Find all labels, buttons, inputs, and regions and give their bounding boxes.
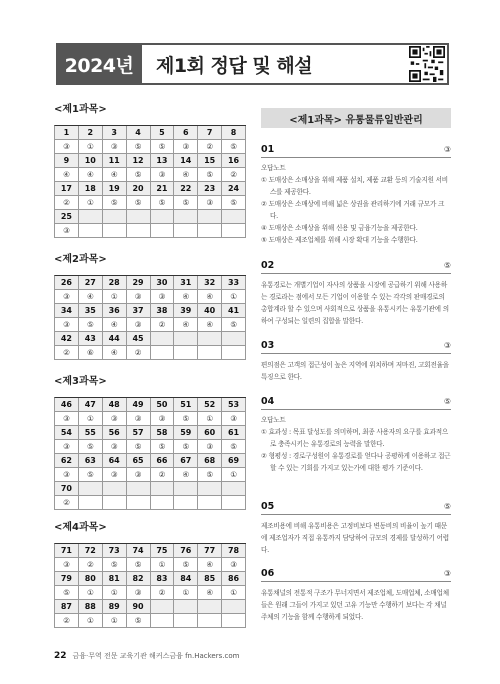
question-number-cell: 72: [79, 544, 103, 558]
answer-cell: [198, 614, 222, 628]
question-number-cell: [174, 482, 198, 496]
question-number-cell: 56: [103, 426, 127, 440]
question-number-cell: 47: [79, 398, 103, 412]
answer-cell: [222, 496, 246, 510]
answer-cell: ⑤: [55, 586, 79, 600]
answer-cell: ③: [55, 290, 79, 304]
answer-cell: ③: [103, 440, 127, 454]
question-number-cell: 48: [103, 398, 127, 412]
answer-cell: ③: [55, 412, 79, 426]
explanation-line: ④ 도매상은 소매상을 위해 신용 및 금융기능을 제공한다.: [261, 224, 418, 232]
question-number-cell: 3: [103, 126, 127, 140]
question-number-cell: 87: [55, 600, 79, 614]
question-number-cell: [174, 332, 198, 346]
question-number-cell: 21: [151, 182, 175, 196]
question-number-cell: 23: [198, 182, 222, 196]
answer-cell: ①: [222, 290, 246, 304]
answer-cell: ⑤: [174, 412, 198, 426]
question-number-cell: 74: [127, 544, 151, 558]
question-number-cell: 58: [151, 426, 175, 440]
answer-cell: ⑤: [198, 168, 222, 182]
note-label: 오답노트: [261, 164, 286, 172]
question-number-cell: 85: [198, 572, 222, 586]
question-header: [261, 340, 451, 354]
question-number-cell: [127, 210, 151, 224]
answer-cell: ⑥: [79, 346, 103, 360]
answer-cell: ③: [127, 290, 151, 304]
answer-mark: ③: [443, 341, 451, 350]
answer-cell: [79, 496, 103, 510]
answer-cell: ③: [151, 168, 175, 182]
answer-cell: [79, 224, 103, 238]
question-number-cell: [151, 210, 175, 224]
question-number-cell: 9: [55, 154, 79, 168]
question-number-cell: 40: [198, 304, 222, 318]
answer-cell: [174, 496, 198, 510]
answer-cell: [127, 224, 151, 238]
answer-cell: ②: [127, 346, 151, 360]
question-number-cell: [103, 210, 127, 224]
question-number-cell: 75: [151, 544, 175, 558]
subject-block: [54, 103, 246, 238]
question-number-cell: 43: [79, 332, 103, 346]
answer-cell: ①: [79, 412, 103, 426]
question-number: 01: [261, 144, 275, 155]
answer-cell: ③: [222, 558, 246, 572]
question-number-cell: [79, 482, 103, 496]
answer-cell: ①: [174, 586, 198, 600]
answer-cell: [151, 346, 175, 360]
answer-cell: ③: [103, 468, 127, 482]
answer-cell: [151, 224, 175, 238]
question-number-cell: [198, 210, 222, 224]
question-number-cell: 79: [55, 572, 79, 586]
answer-cell: ④: [174, 318, 198, 332]
answer-cell: ③: [127, 318, 151, 332]
question-number-cell: 17: [55, 182, 79, 196]
answer-cell: ⑤: [222, 318, 246, 332]
question-number-cell: 13: [151, 154, 175, 168]
answer-cell: [198, 224, 222, 238]
answer-cell: ③: [198, 440, 222, 454]
answer-cell: ⑤: [127, 140, 151, 154]
answer-cell: ⑤: [174, 440, 198, 454]
question-number-cell: 84: [174, 572, 198, 586]
question-number-cell: 2: [79, 126, 103, 140]
explanation-column: [261, 108, 451, 621]
question-number-cell: [151, 482, 175, 496]
page-title: 제1회 정답 및 해설: [142, 43, 449, 85]
answer-cell: ⑤: [127, 558, 151, 572]
question-header: [261, 144, 451, 158]
answer-cell: ②: [198, 140, 222, 154]
explanation-line: ⑤ 도매상은 제조업체를 위해 시장 확대 기능을 수행한다.: [261, 236, 418, 244]
subject-title-bar: <제1과목> 유통물류일반관리: [261, 108, 451, 128]
question-header: [261, 568, 451, 582]
question-number-cell: 38: [151, 304, 175, 318]
question-number-cell: 22: [174, 182, 198, 196]
question-number-cell: 78: [222, 544, 246, 558]
answer-cell: ①: [79, 614, 103, 628]
answer-cell: [174, 614, 198, 628]
answer-cell: [127, 496, 151, 510]
answer-cell: ④: [198, 318, 222, 332]
question-body: 편의점은 고객의 접근성이 높은 지역에 위치하며 저마진, 고회전율을 특징으로 한다.: [261, 361, 449, 381]
answer-mark: ③: [443, 145, 451, 154]
question-number-cell: 7: [198, 126, 222, 140]
question-number-cell: 31: [174, 276, 198, 290]
question-number-cell: 15: [198, 154, 222, 168]
question-number: 02: [261, 260, 275, 271]
question-number-cell: 34: [55, 304, 79, 318]
question-number-cell: [127, 482, 151, 496]
answer-cell: ②: [151, 318, 175, 332]
answer-cell: [174, 224, 198, 238]
answer-cell: ②: [151, 468, 175, 482]
question-number-cell: 65: [127, 454, 151, 468]
answer-cell: ⑤: [151, 140, 175, 154]
answer-grid: [54, 543, 246, 628]
answer-cell: ④: [198, 290, 222, 304]
question-number-cell: 71: [55, 544, 79, 558]
answer-cell: ③: [174, 140, 198, 154]
question-number-cell: 28: [103, 276, 127, 290]
question-number-cell: 55: [79, 426, 103, 440]
question-number: 04: [261, 396, 275, 407]
question-number-cell: 63: [79, 454, 103, 468]
answer-cell: ⑤: [79, 468, 103, 482]
page-header: [56, 43, 449, 85]
answer-mark: ⑤: [443, 397, 451, 406]
answer-cell: ①: [103, 290, 127, 304]
question-number-cell: 67: [174, 454, 198, 468]
answer-cell: ④: [174, 168, 198, 182]
answer-cell: ①: [103, 586, 127, 600]
question-number-cell: 16: [222, 154, 246, 168]
question-number-cell: 86: [222, 572, 246, 586]
subject-block: [54, 253, 246, 360]
answer-cell: ④: [55, 168, 79, 182]
question-04: [261, 396, 451, 474]
answer-cell: ①: [222, 586, 246, 600]
question-number-cell: 90: [127, 600, 151, 614]
answer-cell: ①: [151, 558, 175, 572]
question-number-cell: 41: [222, 304, 246, 318]
answer-mark: ⑤: [443, 502, 451, 511]
answer-cell: ③: [55, 140, 79, 154]
question-number-cell: [198, 600, 222, 614]
answer-cell: [151, 614, 175, 628]
subject-label: <제1과목>: [54, 104, 107, 115]
question-number-cell: [174, 210, 198, 224]
subject-block: [54, 375, 246, 510]
note-label: 오답노트: [261, 416, 286, 424]
question-number-cell: 46: [55, 398, 79, 412]
answer-cell: ①: [103, 614, 127, 628]
answer-cell: ③: [103, 140, 127, 154]
answer-cell: ③: [55, 440, 79, 454]
answer-cell: ③: [55, 558, 79, 572]
question-01: [261, 144, 451, 246]
answer-cell: [103, 496, 127, 510]
question-number-cell: 42: [55, 332, 79, 346]
question-number-cell: 44: [103, 332, 127, 346]
answer-cell: ⑤: [174, 558, 198, 572]
answer-cell: ③: [127, 586, 151, 600]
question-number-cell: 5: [151, 126, 175, 140]
answer-cell: ②: [55, 196, 79, 210]
subject-label: <제3과목>: [54, 376, 107, 387]
question-number-cell: 14: [174, 154, 198, 168]
answer-cell: ①: [79, 140, 103, 154]
question-number-cell: [222, 482, 246, 496]
question-number: 06: [261, 568, 275, 579]
answer-cell: ⑤: [79, 440, 103, 454]
question-02: [261, 260, 451, 327]
answer-cell: ③: [55, 318, 79, 332]
year-badge: 2024년: [56, 43, 142, 85]
answer-cell: ⑤: [103, 558, 127, 572]
answer-cell: ④: [198, 558, 222, 572]
answer-cell: [222, 224, 246, 238]
answer-cell: ③: [55, 468, 79, 482]
question-number-cell: 4: [127, 126, 151, 140]
answer-cell: ①: [79, 196, 103, 210]
question-number-cell: 69: [222, 454, 246, 468]
question-number-cell: 60: [198, 426, 222, 440]
question-header: [261, 260, 451, 274]
question-number-cell: 6: [174, 126, 198, 140]
qr-code-icon: [409, 46, 445, 82]
question-number-cell: 52: [198, 398, 222, 412]
answer-cell: ②: [151, 586, 175, 600]
answer-cell: ⑤: [127, 196, 151, 210]
answer-cell: ⑤: [151, 440, 175, 454]
answer-cell: [151, 496, 175, 510]
question-number-cell: 8: [222, 126, 246, 140]
answer-cell: ⑤: [127, 440, 151, 454]
question-03: [261, 340, 451, 383]
answer-cell: ②: [55, 346, 79, 360]
answer-cell: ④: [103, 318, 127, 332]
answer-grid: [54, 275, 246, 360]
question-number-cell: 50: [151, 398, 175, 412]
question-number-cell: 49: [127, 398, 151, 412]
answer-cell: ⑤: [127, 168, 151, 182]
question-number-cell: 20: [127, 182, 151, 196]
page-number: 22: [54, 651, 67, 661]
answer-cell: ⑤: [79, 318, 103, 332]
answer-cell: ④: [79, 168, 103, 182]
answer-cell: ②: [79, 558, 103, 572]
question-number-cell: [198, 482, 222, 496]
question-number-cell: 19: [103, 182, 127, 196]
answer-cell: ⑤: [222, 196, 246, 210]
subject-block: [54, 521, 246, 628]
answer-cell: [222, 614, 246, 628]
answer-cell: ③: [103, 412, 127, 426]
footer-text: 금융·무역 전문 교육기관 해커스금융 fn.Hackers.com: [72, 652, 240, 660]
answer-cell: ⑤: [103, 196, 127, 210]
answer-cell: ③: [222, 412, 246, 426]
question-number-cell: [103, 482, 127, 496]
question-number-cell: 82: [127, 572, 151, 586]
answer-cell: ⑤: [127, 614, 151, 628]
question-number-cell: 11: [103, 154, 127, 168]
answer-cell: ③: [55, 224, 79, 238]
question-number-cell: 30: [151, 276, 175, 290]
question-number-cell: [222, 600, 246, 614]
answer-cell: ②: [55, 614, 79, 628]
question-number-cell: 35: [79, 304, 103, 318]
question-number-cell: 88: [79, 600, 103, 614]
question-number-cell: 32: [198, 276, 222, 290]
question-number-cell: 54: [55, 426, 79, 440]
answer-cell: ⑤: [151, 196, 175, 210]
question-number-cell: 64: [103, 454, 127, 468]
answer-cell: [174, 346, 198, 360]
question-06: [261, 568, 451, 623]
question-header: [261, 501, 451, 515]
question-number-cell: 83: [151, 572, 175, 586]
question-number-cell: 61: [222, 426, 246, 440]
question-body: 유통경로는 개별기업이 자사의 상품을 시장에 공급하기 위해 사용하는 경로라는 점에서 모든 기업이 이용할 수 있는 각각의 판매경로의 총합계라 할 수 있으며 사회적으로 상품을 유통시키는 유통기관에 의하여 구성되는 일련의 집합을 말한다.: [261, 281, 449, 325]
answer-grid: [54, 125, 246, 238]
answer-cell: ①: [222, 468, 246, 482]
question-number-cell: 62: [55, 454, 79, 468]
answer-cell: [198, 346, 222, 360]
page-footer: [54, 651, 239, 661]
answer-cell: ④: [198, 586, 222, 600]
question-number-cell: 89: [103, 600, 127, 614]
answer-cell: ⑤: [222, 140, 246, 154]
question-number-cell: 66: [151, 454, 175, 468]
question-number-cell: 12: [127, 154, 151, 168]
explanation-line: ② 도매상은 소매상에 비해 넓은 상권을 관리하기에 거래 규모가 크다.: [261, 200, 445, 220]
question-number-cell: 77: [198, 544, 222, 558]
answer-mark: ⑤: [443, 261, 451, 270]
question-body: 제조비용에 비해 유통비용은 고정비보다 변동비의 비율이 높기 때문에 제조업자가 직접 유통까지 담당하여 규모의 경제를 달성하기 어렵다.: [261, 522, 449, 554]
question-number-cell: 29: [127, 276, 151, 290]
answer-cell: ④: [79, 290, 103, 304]
question-number-cell: 37: [127, 304, 151, 318]
answer-cell: ③: [151, 412, 175, 426]
question-number-cell: 39: [174, 304, 198, 318]
subject-label: <제2과목>: [54, 254, 107, 265]
answer-cell: [198, 496, 222, 510]
question-number-cell: 51: [174, 398, 198, 412]
explanation-line: ① 효과성 : 목표 달성도를 의미하며, 최종 사용자의 요구를 효과적으로 충족시키는 유통경로의 능력을 말한다.: [261, 428, 449, 448]
answer-cell: ④: [174, 468, 198, 482]
question-number: 03: [261, 340, 275, 351]
subject-label: <제4과목>: [54, 522, 107, 533]
question-number-cell: 27: [79, 276, 103, 290]
answer-cell: ②: [55, 496, 79, 510]
answer-cell: ③: [151, 290, 175, 304]
question-number-cell: 68: [198, 454, 222, 468]
question-number-cell: [79, 210, 103, 224]
question-number-cell: 53: [222, 398, 246, 412]
question-number-cell: 24: [222, 182, 246, 196]
answer-cell: ③: [198, 196, 222, 210]
question-number-cell: 10: [79, 154, 103, 168]
question-body: 유통채널의 전통적 구조가 무너지면서 제조업체, 도매업체, 소매업체들은 원래 그들이 가지고 있던 고유 기능만 수행하기 보다는 각 채널 주체의 기능을 함께 수행하게 되었다.: [261, 589, 449, 621]
explanation-line: ② 형평성 : 경로구성원이 유통경로를 얻다나 공평하게 이용하고 접근할 수 있는 기회를 가지고 있는가에 대한 평가 기준이다.: [261, 452, 451, 472]
question-number-cell: [222, 210, 246, 224]
answer-grid: [54, 397, 246, 510]
question-number-cell: 26: [55, 276, 79, 290]
question-number-cell: 81: [103, 572, 127, 586]
question-number-cell: 33: [222, 276, 246, 290]
answer-cell: ④: [103, 346, 127, 360]
question-number-cell: [198, 332, 222, 346]
answer-cell: ②: [222, 168, 246, 182]
answer-mark: ③: [443, 569, 451, 578]
answer-cell: ①: [79, 586, 103, 600]
answer-cell: [103, 224, 127, 238]
question-05: [261, 501, 451, 556]
question-number-cell: 80: [79, 572, 103, 586]
answer-cell: ⑤: [174, 196, 198, 210]
question-number-cell: 25: [55, 210, 79, 224]
question-header: [261, 396, 451, 410]
question-number-cell: 76: [174, 544, 198, 558]
answer-cell: ③: [127, 468, 151, 482]
question-number-cell: 57: [127, 426, 151, 440]
question-number-cell: 45: [127, 332, 151, 346]
answer-cell: [222, 346, 246, 360]
answer-cell: ④: [103, 168, 127, 182]
question-body: [261, 163, 451, 246]
question-number-cell: [222, 332, 246, 346]
question-number-cell: [151, 332, 175, 346]
question-body: [261, 415, 451, 474]
answer-cell: ⑤: [198, 468, 222, 482]
explanation-line: ① 도매상은 소매상을 위해 제품 설치, 제품 교환 등의 기술지원 서비스를 제공한다.: [261, 176, 448, 196]
question-number-cell: 18: [79, 182, 103, 196]
question-number-cell: 36: [103, 304, 127, 318]
answer-cell: ④: [174, 290, 198, 304]
question-number-cell: [174, 600, 198, 614]
question-number-cell: 1: [55, 126, 79, 140]
question-number-cell: [151, 600, 175, 614]
question-number-cell: 59: [174, 426, 198, 440]
answer-cell: ①: [198, 412, 222, 426]
answer-cell: ③: [127, 412, 151, 426]
question-number: 05: [261, 501, 275, 512]
question-number-cell: 70: [55, 482, 79, 496]
question-number-cell: 73: [103, 544, 127, 558]
answer-cell: ⑤: [222, 440, 246, 454]
